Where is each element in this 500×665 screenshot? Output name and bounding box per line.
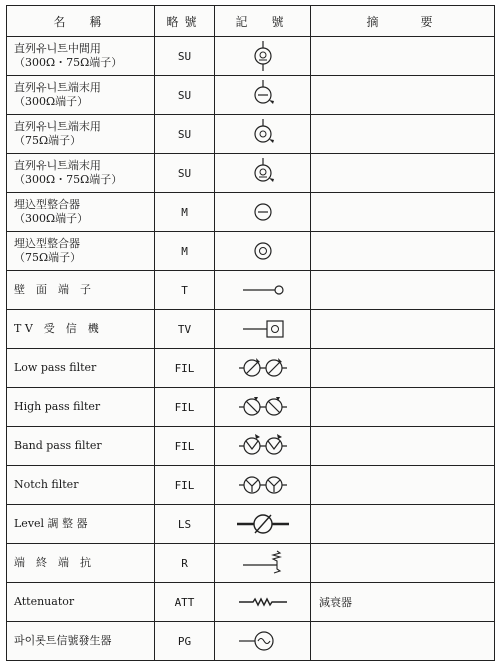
row-symbol (215, 310, 311, 349)
row-symbol (215, 583, 311, 622)
table-row (7, 622, 495, 661)
row-note (311, 310, 495, 349)
row-note (311, 271, 495, 310)
row-abbr: TV (155, 310, 215, 349)
row-symbol (215, 76, 311, 115)
row-abbr: M (155, 193, 215, 232)
table-row (7, 388, 495, 427)
row-name: Band pass filter (7, 427, 155, 466)
row-name-line: 直列유니트端末用 (14, 81, 101, 94)
row-name-line: 埋込型整合器 (14, 237, 80, 250)
su-end-300-icon (243, 80, 283, 110)
row-note (311, 76, 495, 115)
row-name-line: 埋込型整合器 (14, 198, 80, 211)
row-symbol (215, 232, 311, 271)
row-note (311, 115, 495, 154)
matcher-75-icon (243, 236, 283, 266)
row-name-line: （75Ω端子） (14, 134, 82, 147)
row-name-line: （75Ω端子） (14, 251, 82, 264)
row-note (311, 193, 495, 232)
row-name-line: （300Ω・75Ω端子） (14, 56, 123, 69)
table-row (7, 505, 495, 544)
row-symbol (215, 271, 311, 310)
wall-terminal-icon (235, 275, 291, 305)
table-row (7, 154, 495, 193)
row-note (311, 388, 495, 427)
row-abbr: LS (155, 505, 215, 544)
header-note: 摘 要 (311, 6, 495, 37)
low-pass-filter-icon (233, 353, 293, 383)
table-row (7, 271, 495, 310)
table-row (7, 115, 495, 154)
row-symbol (215, 349, 311, 388)
row-abbr: SU (155, 37, 215, 76)
row-abbr: PG (155, 622, 215, 661)
row-abbr: M (155, 232, 215, 271)
row-symbol (215, 466, 311, 505)
row-abbr: FIL (155, 466, 215, 505)
su-middle-icon (243, 41, 283, 71)
row-name: Notch filter (7, 466, 155, 505)
row-symbol (215, 622, 311, 661)
notch-filter-icon (233, 470, 293, 500)
row-note (311, 37, 495, 76)
row-name (7, 232, 155, 271)
table-row (7, 427, 495, 466)
row-abbr: ATT (155, 583, 215, 622)
row-name-line: 直列유니트中間用 (14, 42, 101, 55)
row-name: High pass filter (7, 388, 155, 427)
row-name: 파이롯트信號發生器 (7, 622, 155, 661)
row-name-line: 直列유니트端末用 (14, 120, 101, 133)
table-row (7, 37, 495, 76)
row-abbr: FIL (155, 427, 215, 466)
matcher-300-icon (243, 197, 283, 227)
symbol-table (6, 5, 495, 661)
row-note: 減衰器 (311, 583, 495, 622)
table-row (7, 583, 495, 622)
row-abbr: SU (155, 76, 215, 115)
row-symbol (215, 388, 311, 427)
row-name-line: 直列유니트端末用 (14, 159, 101, 172)
table-row (7, 232, 495, 271)
level-adjuster-icon (233, 509, 293, 539)
row-symbol (215, 193, 311, 232)
row-note (311, 466, 495, 505)
row-symbol (215, 154, 311, 193)
tv-receiver-icon (235, 314, 291, 344)
symbol-table-sheet (6, 5, 494, 660)
row-name (7, 37, 155, 76)
row-symbol (215, 115, 311, 154)
row-name: Attenuator (7, 583, 155, 622)
header-abbr: 略號 (155, 6, 215, 37)
terminating-resistor-icon (233, 548, 293, 578)
row-name-line: （300Ω端子） (14, 95, 89, 108)
pilot-generator-icon (233, 626, 293, 656)
table-row (7, 193, 495, 232)
header-symbol: 記 號 (215, 6, 311, 37)
row-name: 壁 面 端 子 (7, 271, 155, 310)
row-name: Level 調 整 器 (7, 505, 155, 544)
row-note (311, 349, 495, 388)
su-end-both-icon (243, 158, 283, 188)
row-symbol (215, 427, 311, 466)
row-name: 端 終 端 抗 (7, 544, 155, 583)
row-abbr: SU (155, 154, 215, 193)
row-note (311, 505, 495, 544)
table-row (7, 349, 495, 388)
table-row (7, 310, 495, 349)
row-note (311, 427, 495, 466)
row-name (7, 193, 155, 232)
row-abbr: SU (155, 115, 215, 154)
header-row (7, 6, 495, 37)
table-row (7, 466, 495, 505)
row-name (7, 154, 155, 193)
table-row (7, 76, 495, 115)
row-name: Low pass filter (7, 349, 155, 388)
row-abbr: FIL (155, 388, 215, 427)
row-note (311, 154, 495, 193)
row-symbol (215, 37, 311, 76)
row-name-line: （300Ω・75Ω端子） (14, 173, 123, 186)
high-pass-filter-icon (233, 392, 293, 422)
row-name (7, 76, 155, 115)
row-note (311, 622, 495, 661)
header-name: 名 稱 (7, 6, 155, 37)
row-abbr: FIL (155, 349, 215, 388)
row-note (311, 544, 495, 583)
row-name (7, 115, 155, 154)
row-name-line: （300Ω端子） (14, 212, 89, 225)
table-row (7, 544, 495, 583)
band-pass-filter-icon (233, 431, 293, 461)
row-note (311, 232, 495, 271)
row-abbr: T (155, 271, 215, 310)
row-symbol (215, 505, 311, 544)
row-name: T V 受 信 機 (7, 310, 155, 349)
row-abbr: R (155, 544, 215, 583)
su-end-75-icon (243, 119, 283, 149)
attenuator-icon (233, 587, 293, 617)
row-symbol (215, 544, 311, 583)
